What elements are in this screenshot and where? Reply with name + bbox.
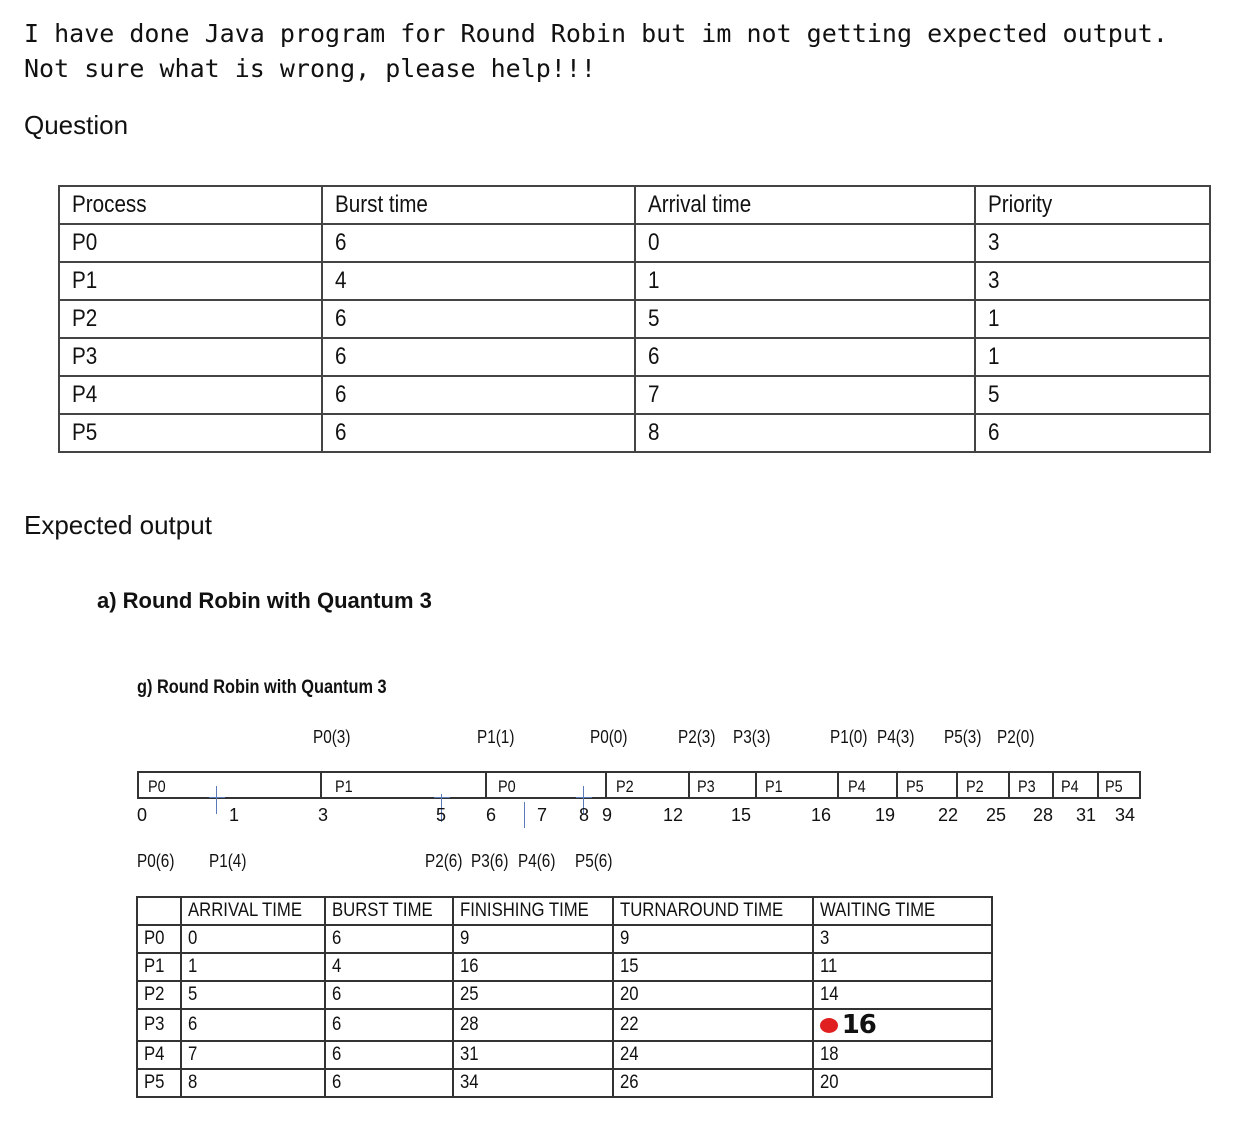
gantt-bottom-label: P0(6) [137, 851, 175, 871]
gantt-top-label: P1(0) [830, 727, 868, 747]
cell: 4 [334, 267, 347, 294]
gantt-segment-divider [1097, 773, 1099, 797]
cell: P0 [72, 229, 98, 256]
cell: 6 [334, 305, 347, 332]
gantt-tick: 0 [137, 805, 148, 825]
cell: 6 [988, 419, 1000, 446]
cell: 6 [331, 928, 341, 949]
cell: 0 [647, 229, 660, 256]
results-table-header [137, 897, 992, 925]
round-robin-subheading: g) Round Robin with Quantum 3 [137, 677, 387, 698]
table-row [59, 262, 1210, 300]
gantt-segment-label: P2 [966, 777, 984, 796]
header-finishing: FINISHING TIME [459, 900, 589, 921]
cell: P5 [72, 419, 98, 446]
cell: 6 [331, 1072, 341, 1093]
gantt-tick: 8 [579, 805, 590, 825]
cell: P2 [72, 305, 98, 332]
gantt-tick: 12 [663, 805, 684, 825]
cell: P1 [144, 956, 165, 977]
handwritten-waiting-value: 16 [841, 1010, 876, 1040]
header-process: Process [72, 191, 147, 218]
gantt-bottom-label: P2(6) [425, 851, 463, 871]
gantt-top-label: P0(3) [313, 727, 351, 747]
gantt-tick: 16 [811, 805, 832, 825]
cell: 16 [459, 956, 479, 977]
cell: 3 [988, 267, 1000, 294]
tick-mark [216, 786, 217, 814]
cell: 6 [331, 1044, 341, 1065]
cell: 5 [988, 381, 1000, 408]
cell: 18 [819, 1044, 839, 1065]
gantt-tick: 9 [602, 805, 613, 825]
results-table [136, 896, 993, 1098]
tick-mark [209, 797, 225, 798]
cell: 22 [620, 1014, 639, 1035]
cell: 20 [620, 984, 639, 1005]
gantt-tick: 22 [938, 805, 959, 825]
gantt-top-label: P2(0) [997, 727, 1035, 747]
cell: 15 [620, 956, 639, 977]
gantt-segment-label: P1 [765, 777, 783, 796]
cell: 6 [647, 343, 660, 370]
header-arrival-time: Arrival time [647, 191, 751, 218]
gantt-tick: 3 [318, 805, 329, 825]
cell: 6 [331, 1014, 341, 1035]
gantt-segment-divider [320, 773, 322, 797]
cell: 28 [459, 1014, 479, 1035]
gantt-segment-label: P1 [335, 777, 353, 796]
tick-mark [434, 797, 450, 798]
gantt-tick: 31 [1076, 805, 1097, 825]
gantt-segment-label: P3 [697, 777, 715, 796]
table-row [137, 953, 992, 981]
tick-mark [576, 797, 592, 798]
cell: 6 [334, 343, 347, 370]
header-burst: BURST TIME [331, 900, 433, 921]
gantt-bottom-label: P1(4) [209, 851, 247, 871]
header-arrival: ARRIVAL TIME [188, 900, 302, 921]
cell: P2 [144, 984, 165, 1005]
gantt-bottom-label: P5(6) [575, 851, 613, 871]
intro-line-1: I have done Java program for Round Robin but im not getting expected output. [24, 19, 1168, 48]
cell: 4 [331, 956, 341, 977]
gantt-segment-divider [755, 773, 757, 797]
gantt-segment-divider [1008, 773, 1010, 797]
cell: 24 [620, 1044, 639, 1065]
gantt-tick: 5 [436, 805, 447, 825]
gantt-segment-divider [688, 773, 690, 797]
cell: P4 [144, 1044, 165, 1065]
expected-output-heading: Expected output [24, 510, 212, 540]
table-row [137, 1009, 992, 1041]
gantt-segment-label: P0 [148, 777, 166, 796]
tick-mark [524, 802, 525, 828]
table-row [137, 925, 992, 953]
gantt-segment-label: P0 [498, 777, 516, 796]
cell: 34 [459, 1072, 479, 1093]
table-row [137, 981, 992, 1009]
gantt-top-label: P2(3) [678, 727, 716, 747]
cell: 7 [188, 1044, 198, 1065]
gantt-tick: 34 [1115, 805, 1136, 825]
header-burst-time: Burst time [334, 191, 428, 218]
gantt-tick: 6 [486, 805, 497, 825]
gantt-tick: 28 [1033, 805, 1054, 825]
process-table [58, 185, 1211, 453]
red-dot-annotation-icon [820, 1018, 838, 1033]
gantt-top-label: P0(0) [590, 727, 628, 747]
question-heading: Question [24, 110, 129, 140]
cell: P4 [72, 381, 98, 408]
table-row [137, 1069, 992, 1097]
cell: 9 [459, 928, 470, 949]
cell: 31 [459, 1044, 479, 1065]
table-row [59, 300, 1210, 338]
gantt-top-label: P3(3) [733, 727, 771, 747]
cell: 3 [819, 928, 830, 949]
gantt-tick: 1 [229, 805, 240, 825]
header-priority: Priority [988, 191, 1053, 218]
gantt-bottom-label: P4(6) [518, 851, 556, 871]
cell: 6 [331, 984, 341, 1005]
cell: 1 [647, 267, 660, 294]
table-row [137, 1041, 992, 1069]
cell: 26 [620, 1072, 639, 1093]
cell: 6 [334, 419, 347, 446]
process-table-header [59, 186, 1210, 224]
cell: 1 [188, 956, 198, 977]
gantt-segment-label: P5 [906, 777, 924, 796]
cell: 25 [459, 984, 479, 1005]
gantt-segment-divider [837, 773, 839, 797]
gantt-tick: 19 [875, 805, 896, 825]
cell: 5 [647, 305, 660, 332]
gantt-segment-divider [605, 773, 607, 797]
gantt-segment-label: P4 [848, 777, 866, 796]
gantt-segment-label: P3 [1018, 777, 1036, 796]
cell: 20 [819, 1072, 839, 1093]
intro-line-2: Not sure what is wrong, please help!!! [24, 54, 596, 83]
table-row [59, 376, 1210, 414]
gantt-segment-label: P5 [1105, 777, 1123, 796]
gantt-chart-bar [137, 771, 1141, 799]
table-row [59, 414, 1210, 452]
gantt-segment-label: P4 [1061, 777, 1079, 796]
gantt-segment-divider [896, 773, 898, 797]
cell: 5 [188, 984, 198, 1005]
gantt-tick: 15 [731, 805, 752, 825]
table-row [59, 224, 1210, 262]
cell: P3 [144, 1014, 165, 1035]
cell: 6 [334, 229, 347, 256]
gantt-top-label: P5(3) [944, 727, 982, 747]
cell: 6 [334, 381, 347, 408]
gantt-segment-divider [1052, 773, 1054, 797]
table-row [59, 338, 1210, 376]
gantt-top-label: P1(1) [477, 727, 515, 747]
cell: 14 [819, 984, 839, 1005]
cell: 6 [188, 1014, 198, 1035]
header-waiting: WAITING TIME [819, 900, 935, 921]
gantt-segment-label: P2 [616, 777, 634, 796]
gantt-segment-divider [956, 773, 958, 797]
cell: P0 [144, 928, 165, 949]
cell: 1 [988, 343, 1000, 370]
cell: 8 [188, 1072, 198, 1093]
cell: 8 [647, 419, 660, 446]
cell: 1 [988, 305, 1000, 332]
cell: 7 [647, 381, 660, 408]
round-robin-heading: a) Round Robin with Quantum 3 [97, 588, 432, 613]
gantt-tick: 7 [537, 805, 548, 825]
gantt-segment-divider [485, 773, 487, 797]
cell: 0 [188, 928, 198, 949]
gantt-top-label: P4(3) [877, 727, 915, 747]
cell: 9 [620, 928, 630, 949]
gantt-tick: 25 [986, 805, 1007, 825]
gantt-bottom-label: P3(6) [471, 851, 509, 871]
header-turnaround: TURNAROUND TIME [620, 900, 784, 921]
cell: P3 [72, 343, 98, 370]
cell: 11 [819, 956, 838, 977]
question-intro-text [24, 16, 1168, 86]
cell: P5 [144, 1072, 165, 1093]
cell: 3 [988, 229, 1000, 256]
cell: P1 [72, 267, 98, 294]
